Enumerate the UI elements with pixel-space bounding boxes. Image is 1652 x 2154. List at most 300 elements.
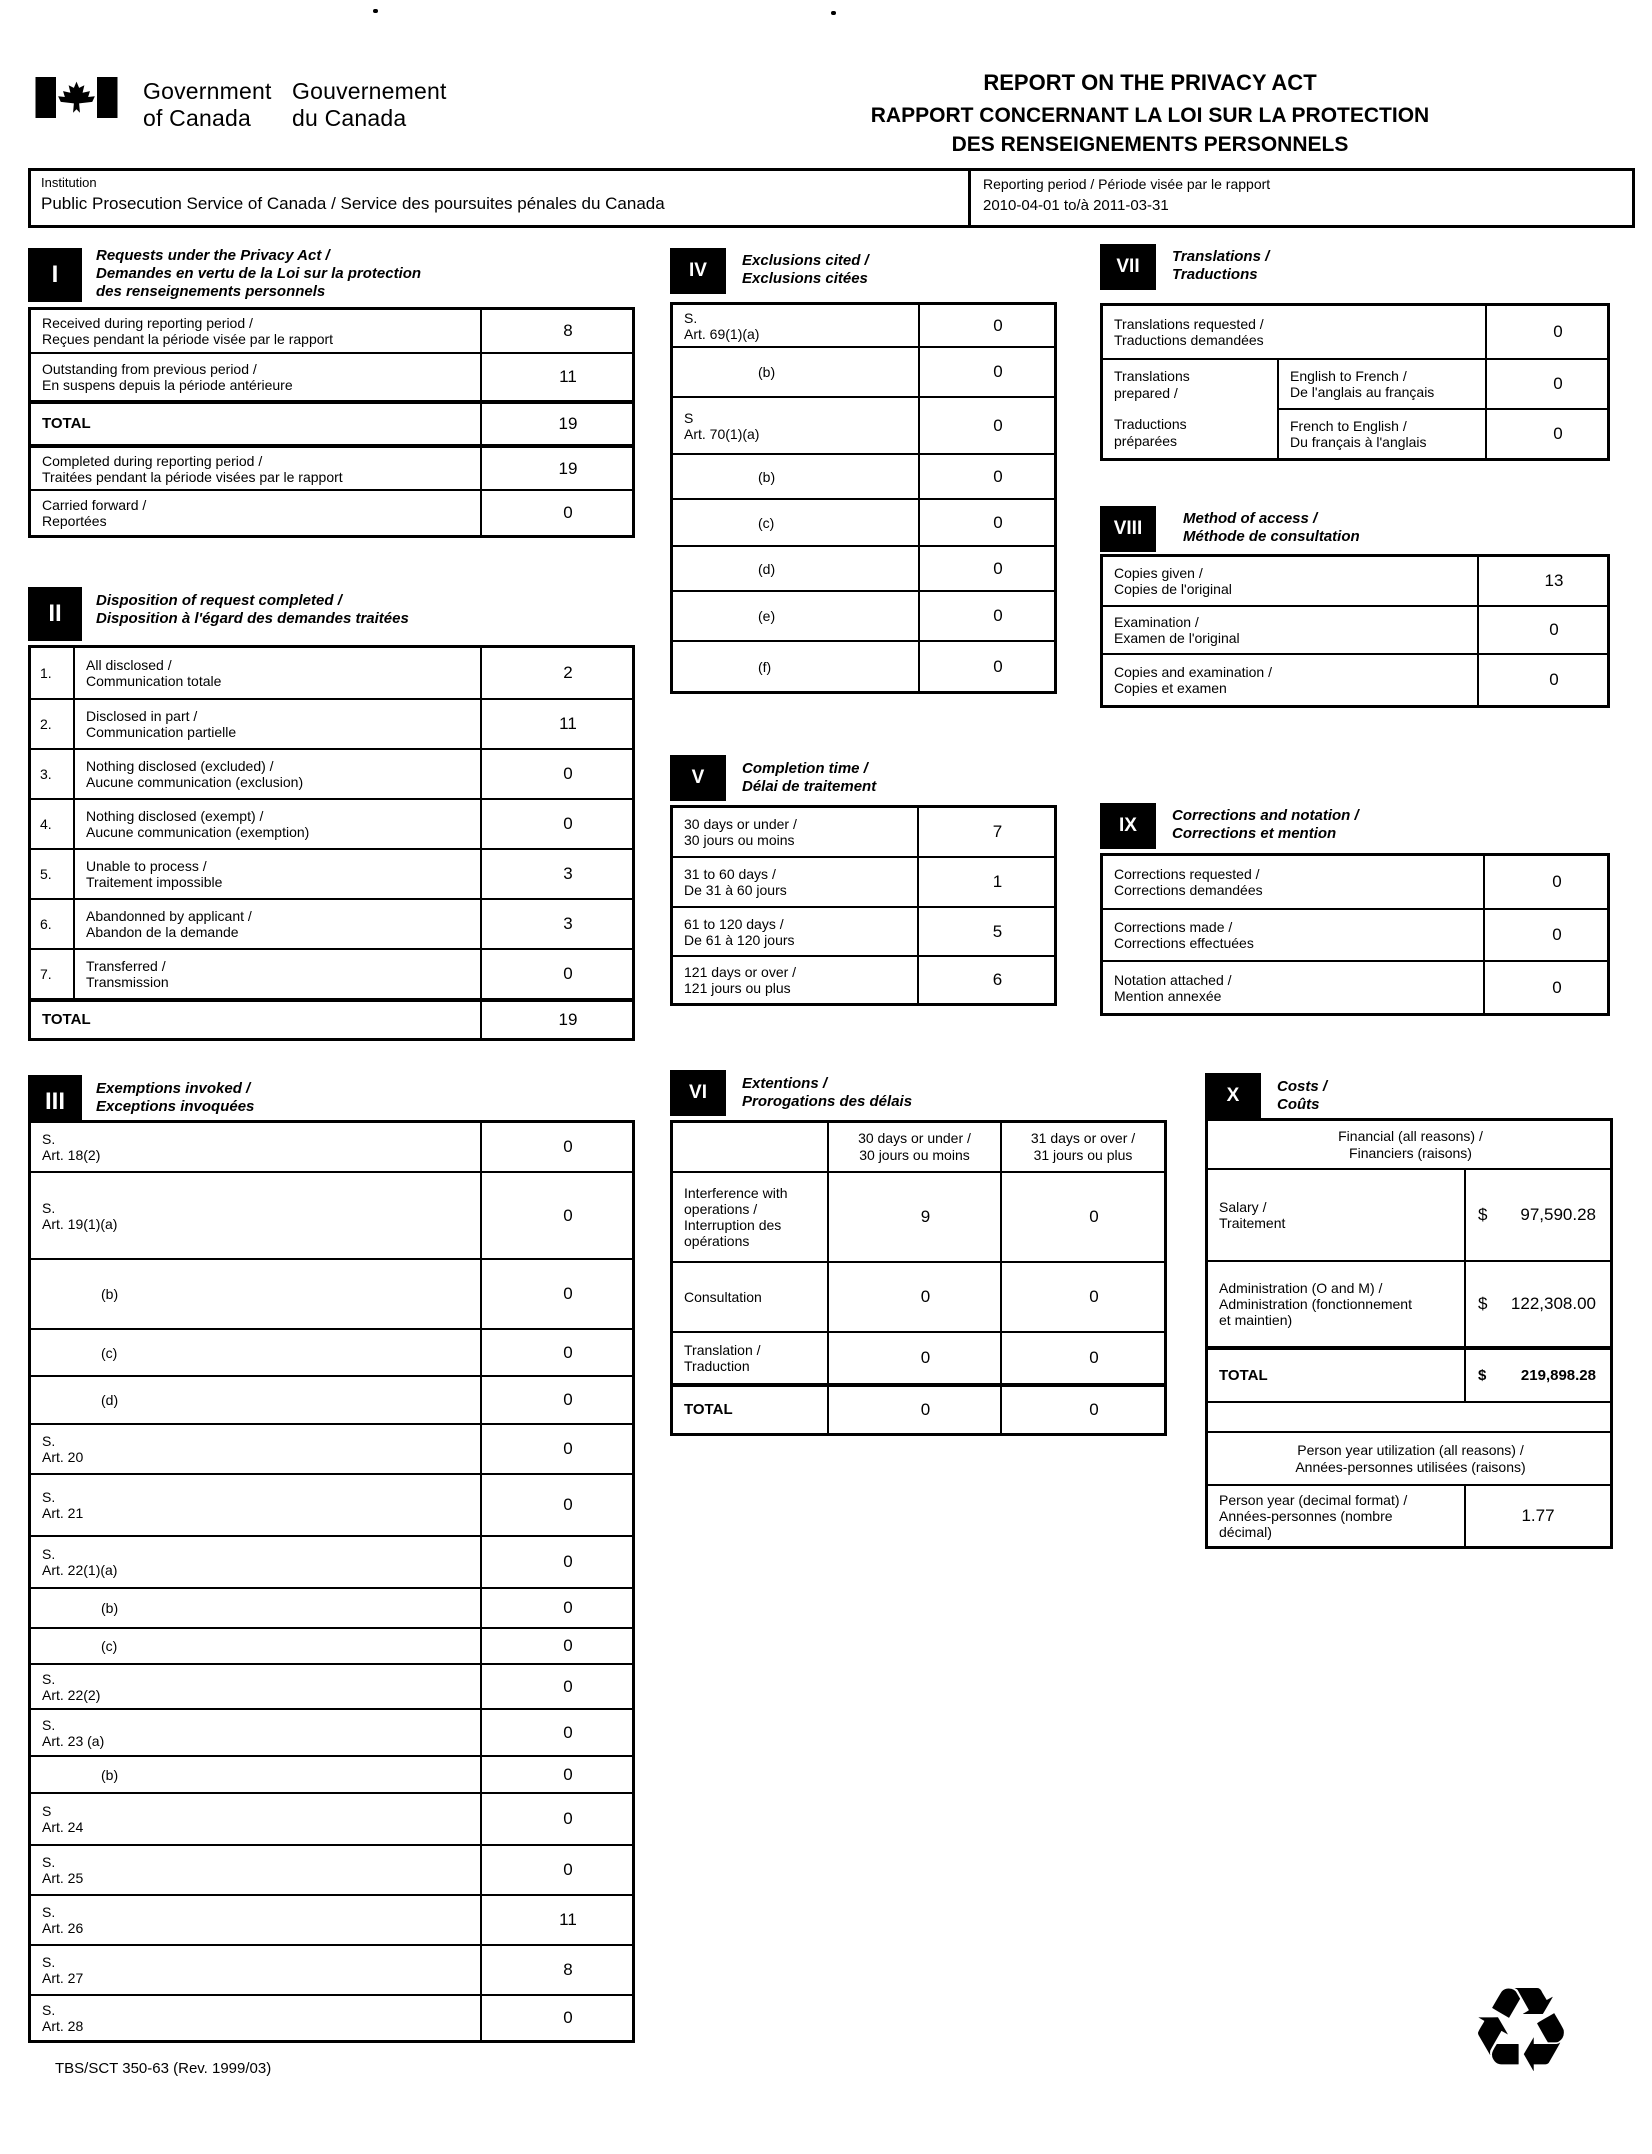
line: Art. 26 [42,1920,84,1936]
empty-cell [1208,1403,1610,1431]
row-label: (e) [758,608,776,624]
row-number: 6. [31,900,75,948]
institution-bar [28,168,1635,228]
row-value: 0 [918,398,1054,453]
line: Nothing disclosed (excluded) / [86,758,274,774]
title-line: Requests under the Privacy Act / [96,247,330,264]
row-value: 0 [480,800,632,848]
line: S [684,409,694,426]
line: Art. 69(1)(a) [684,325,760,342]
row-value: 0 [480,1710,632,1755]
row-value: 3 [480,850,632,898]
row-label [673,858,917,906]
canada-flag-logo [35,77,118,118]
row-label: (d) [101,1392,119,1408]
line: et maintien) [1219,1312,1293,1328]
line: Interference with [684,1185,788,1201]
line: Art. 28 [42,2018,84,2034]
form-number: TBS/SCT 350-63 (Rev. 1999/03) [55,2060,272,2077]
row-label [31,1846,480,1894]
line: Administration (O and M) / [1219,1280,1383,1296]
row-value: 0 [1485,410,1607,458]
line: Translations requested / [1114,316,1264,332]
table-row [673,808,1054,856]
table-row [31,1894,632,1944]
line: Reportées [42,513,107,529]
table-header-row [1208,1121,1610,1168]
row-label [31,1123,480,1171]
title-line: Demandes en vertu de la Loi sur la protection [96,265,422,282]
wordmark-line: of Canada [143,105,251,131]
table-row [31,1755,632,1792]
row-label [31,491,480,535]
row-value [1464,1350,1610,1401]
line: S. [42,1670,56,1687]
line: Copies and examination / [1114,664,1272,680]
line: S. [684,309,698,326]
label-group [1114,416,1271,450]
line: S. [42,2002,56,2018]
label-group [1114,368,1271,402]
table-row [31,489,632,535]
table-header-row [673,1123,1164,1171]
financial-header [1208,1121,1610,1168]
row-value: 2 [480,648,632,698]
table-row [31,352,632,400]
row-label [31,448,480,489]
row-value: 0 [480,1475,632,1535]
reporting-period-cell [968,171,1632,225]
wordmark-french [292,78,447,132]
row-value: 0 [480,1996,632,2040]
line: S. [42,1131,56,1147]
row-label: TOTAL [684,1401,733,1418]
title-line: des renseignements personnels [96,283,326,300]
row-label [31,1896,480,1944]
row-value: 0 [480,1173,632,1258]
line: Communication totale [86,673,222,689]
row-value: 0 [827,1387,1000,1433]
line: Mention annexée [1114,987,1222,1004]
table-row [31,1792,632,1844]
line: Art. 27 [42,1970,84,1986]
table-row-group [1103,358,1607,458]
row-number: 3. [31,750,75,798]
table-row [673,590,1054,640]
row-label [31,1710,480,1755]
line: Transmission [86,974,169,990]
line: Salary / [1219,1199,1267,1215]
row-label [31,310,480,352]
table-row [673,955,1054,1003]
line: S. [42,1854,56,1870]
row-label [31,1665,480,1708]
row-value: 0 [480,750,632,798]
table-row [673,545,1054,590]
wordmark-line: du Canada [292,105,407,131]
row-label [31,1537,480,1587]
table-row [31,1171,632,1258]
row-value: 19 [480,448,632,489]
title-line: Traductions [1172,266,1258,283]
section-v-numeral: V [670,755,726,801]
title-line: Exemptions invoked / [96,1080,251,1097]
row-value: 0 [480,491,632,535]
table-row [1103,306,1607,358]
line: S. [42,1716,56,1733]
title-line: Exclusions citées [742,270,868,287]
title-line: Disposition à l'égard des demandes traitées [96,610,409,627]
line: Reçues pendant la période visée par le rapport [42,331,334,347]
row-label: (b) [758,468,776,485]
section-i-numeral: I [28,248,82,302]
row-label [1208,1486,1464,1546]
reporting-period-value: 2010-04-01 to/à 2011-03-31 [983,197,1169,214]
table-row [31,1535,632,1587]
table-row [31,798,632,848]
row-value: 0 [918,348,1054,396]
row-label: Consultation [684,1289,762,1305]
institution-value: Public Prosecution Service of Canada / Service des poursuites pénales du Canada [41,194,665,213]
line: Examen de l'original [1114,630,1240,646]
table-row [673,396,1054,453]
row-label: TOTAL [42,415,91,432]
row-label: TOTAL [42,1011,91,1028]
section-x-title [1277,1078,1477,1114]
section-viii-table [1100,554,1610,708]
line: Administration (fonctionnement [1219,1296,1412,1312]
person-year-header [1208,1433,1610,1484]
institution-cell [31,171,968,225]
row-value: 0 [480,1260,632,1328]
row-label [31,1794,480,1844]
table-row [1103,653,1607,705]
spacer-row [1208,1401,1610,1431]
empty-cell [673,1123,827,1171]
line: Copies given / [1114,565,1203,581]
table-row [31,444,632,489]
table-row [673,1171,1164,1261]
recycle-icon: ♻ [1468,1965,1574,2097]
title-english: REPORT ON THE PRIVACY ACT [983,70,1317,95]
row-label [75,648,480,698]
title-line: Completion time / [742,760,868,777]
table-row [31,1473,632,1535]
line: Communication partielle [86,724,237,740]
line: 30 jours ou moins [684,832,795,848]
wordmark-english [143,78,272,132]
table-row [1208,1484,1610,1546]
line: Traitement impossible [86,874,223,890]
table-row [1279,360,1607,408]
line: Années-personnes utilisées (raisons) [1295,1458,1526,1475]
merged-row-label [1103,360,1279,458]
section-vii-title [1172,248,1472,284]
row-value: 0 [480,1665,632,1708]
line: Translation / [684,1342,761,1358]
line: Person year utilization (all reasons) / [1297,1441,1524,1458]
row-value: 0 [1477,655,1607,705]
section-vii-table [1100,303,1610,461]
row-value: 11 [480,1896,632,1944]
table-row [31,1708,632,1755]
row-value: 0 [918,592,1054,640]
line: Abandonned by applicant / [86,908,252,924]
table-row [1103,605,1607,653]
line: prepared / [1114,385,1178,401]
row-label [1103,557,1477,605]
column-header [827,1123,1000,1171]
line: Traductions [1114,416,1187,432]
row-value: 0 [918,305,1054,346]
row-label: (c) [758,514,775,531]
section-ix-numeral: IX [1100,803,1156,849]
line: Art. 24 [42,1819,84,1835]
section-iii-numeral: III [28,1075,82,1129]
row-label [673,1173,827,1261]
section-iv-title [742,252,1042,288]
title-line: Disposition of request completed / [96,592,342,609]
section-vii-numeral: VII [1100,244,1156,290]
line: operations / [684,1201,758,1217]
row-value: 0 [827,1263,1000,1331]
table-row-total [31,400,632,444]
row-label [1279,410,1485,458]
table-row [31,310,632,352]
row-value: 13 [1477,557,1607,605]
row-value: 11 [480,700,632,748]
row-value: 0 [480,1123,632,1171]
table-row [31,1994,632,2040]
line: Corrections effectuées [1114,935,1254,951]
line: Art. 25 [42,1870,84,1886]
row-label [75,900,480,948]
title-line: Extentions / [742,1075,828,1092]
row-label [1103,856,1483,908]
title-line: Method of access / [1183,510,1318,527]
line: Traductions demandées [1114,332,1264,348]
row-label [673,1333,827,1383]
title-line: Exceptions invoquées [96,1098,255,1115]
line: Du français à l'anglais [1290,434,1427,450]
amount: 122,308.00 [1510,1294,1596,1313]
section-iii-title [96,1080,556,1116]
scan-speck [373,9,378,13]
table-row [31,748,632,798]
row-number: 1. [31,648,75,698]
row-label [673,957,917,1003]
title-line: Corrections and notation / [1172,807,1359,824]
row-label [31,1996,480,2040]
row-label [1208,1170,1464,1260]
table-row [31,1423,632,1473]
table-row [31,1375,632,1423]
section-v-title [742,760,1042,796]
institution-label: Institution [41,175,97,190]
row-label [75,800,480,848]
title-line: Prorogations des délais [742,1093,913,1110]
line: English to French / [1290,368,1407,384]
table-row [1208,1168,1610,1260]
row-value: 0 [918,455,1054,498]
line: Interruption des [684,1217,782,1233]
row-value: 0 [480,1589,632,1627]
table-row [1208,1260,1610,1346]
row-label: (c) [101,1638,118,1654]
line: De 61 à 120 jours [684,931,795,948]
section-x-table [1205,1118,1613,1549]
line: Person year (decimal format) / [1219,1492,1408,1508]
line: Corrections requested / [1114,866,1260,882]
row-label: TOTAL [1219,1366,1268,1384]
section-ix-table [1100,853,1610,1016]
table-row [673,453,1054,498]
row-label [673,305,918,346]
row-label [31,1173,480,1258]
row-label: (d) [758,560,776,577]
section-x-numeral: X [1205,1073,1261,1119]
table-row [31,1844,632,1894]
row-label [1279,360,1485,408]
amount: 219,898.28 [1520,1367,1596,1384]
table-row [1103,960,1607,1013]
currency-sign: $ [1478,1367,1487,1384]
line: Art. 21 [42,1505,84,1521]
title-line: Méthode de consultation [1183,528,1360,545]
page-title [820,70,1480,157]
line: Financial (all reasons) / [1338,1127,1483,1144]
line: Art. 20 [42,1449,84,1465]
amount: 97,590.28 [1520,1205,1596,1224]
line: Completed during reporting period / [42,452,263,469]
section-iv-table [670,302,1057,694]
table-row [673,856,1054,906]
row-label [1208,1262,1464,1346]
row-value: 0 [480,950,632,998]
row-label [673,808,917,856]
table-row [31,1258,632,1328]
row-number: 5. [31,850,75,898]
line: Copies de l'original [1114,581,1232,597]
line: préparées [1114,433,1178,449]
row-value: 7 [917,808,1054,856]
table-row [31,898,632,948]
line: De 31 à 60 jours [684,882,787,898]
row-value: 0 [1000,1263,1164,1331]
table-row [31,1627,632,1663]
line: S. [42,1433,56,1449]
line: Aucune communication (exemption) [86,824,310,840]
column-header [1000,1123,1164,1171]
table-row [1103,856,1607,908]
row-label [673,398,918,453]
line: French to English / [1290,418,1407,434]
row-value [1464,1170,1610,1260]
row-label [31,1946,480,1994]
table-row [31,1663,632,1708]
row-value: 3 [480,900,632,948]
row-label [75,850,480,898]
line: De l'anglais au français [1290,384,1435,400]
row-label: (b) [101,1286,119,1302]
table-row [673,305,1054,346]
table-row [31,1944,632,1994]
table-row-total [1208,1346,1610,1401]
row-value: 0 [1000,1333,1164,1383]
row-label: (c) [101,1344,118,1361]
row-label: (b) [101,1600,119,1616]
line: 30 jours ou moins [859,1147,970,1163]
line: opérations [684,1233,750,1249]
row-label [673,908,917,955]
line: En suspens depuis la période antérieure [42,377,293,393]
row-value: 8 [480,310,632,352]
line: S. [42,1199,56,1216]
section-i-title [96,247,556,301]
row-value: 0 [1483,962,1607,1013]
section-iv-numeral: IV [670,248,726,294]
table-row [673,1331,1164,1383]
section-ix-title [1172,807,1492,843]
line: Traduction [684,1358,750,1374]
row-value: 0 [1483,856,1607,908]
line: Art. 19(1)(a) [42,1215,118,1232]
row-label [1103,962,1483,1013]
line: Traitées pendant la période visées par le rapport [42,468,343,485]
line: 31 to 60 days / [684,866,776,882]
line: Corrections demandées [1114,882,1263,898]
line: Art. 22(1)(a) [42,1562,118,1578]
section-ii-title [96,592,556,628]
row-value: 0 [918,642,1054,691]
line: Aucune communication (exclusion) [86,774,304,790]
line: Disclosed in part / [86,708,198,724]
row-label [75,750,480,798]
line: Corrections made / [1114,919,1233,935]
line: 30 days or under / [684,816,797,832]
line: All disclosed / [86,657,172,673]
title-french-line1: RAPPORT CONCERNANT LA LOI SUR LA PROTECTION [870,104,1430,127]
line: Art. 22(2) [42,1686,101,1703]
row-value: 0 [480,1846,632,1894]
line: 61 to 120 days / [684,915,784,932]
line: Copies et examen [1114,680,1227,696]
title-line: Translations / [1172,248,1270,265]
line: Années-personnes (nombre [1219,1508,1393,1524]
line: S. [42,1546,56,1562]
row-value: 1.77 [1464,1486,1610,1546]
section-ii-table [28,645,635,1041]
row-label [1103,910,1483,960]
scan-speck [831,11,836,15]
row-value: 19 [480,1002,632,1038]
reporting-period-label: Reporting period / Période visée par le rapport [983,176,1271,192]
table-row [31,948,632,998]
line: Art. 23 (a) [42,1732,105,1749]
row-value: 0 [480,1629,632,1663]
line: Abandon de la demande [86,924,239,940]
line: Translations [1114,368,1190,384]
line: Unable to process / [86,858,207,874]
row-label: (b) [758,364,776,380]
table-row [1103,557,1607,605]
row-value: 0 [918,547,1054,590]
row-value: 5 [917,908,1054,955]
row-value: 6 [917,957,1054,1003]
line: Carried forward / [42,497,147,513]
row-value: 0 [1483,910,1607,960]
row-value: 0 [480,1794,632,1844]
